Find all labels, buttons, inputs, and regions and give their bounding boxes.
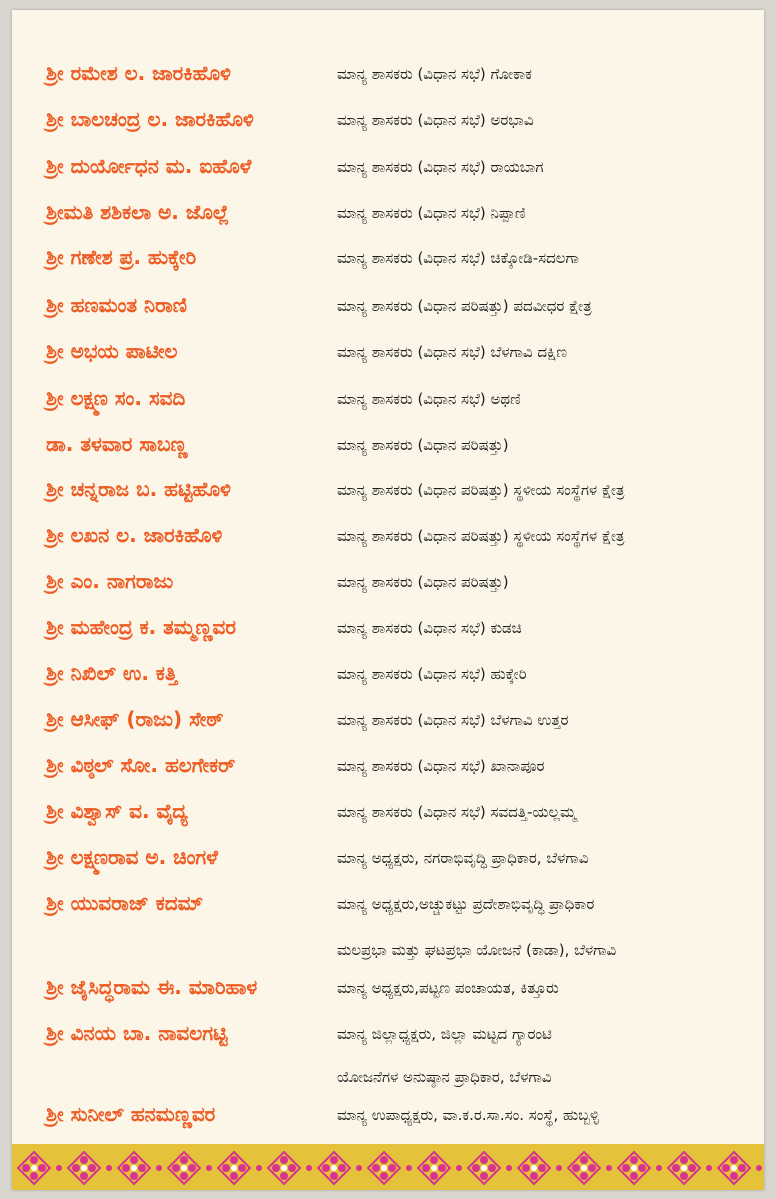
dignitary-designation: ಮಾನ್ಯ ಅಧ್ಯಕ್ಷರು,ಅಚ್ಚುಕಟ್ಟು ಪ್ರದೇಶಾಭಿವೃದ್ಧಿ ಪ್ರಾಧಿಕಾರ [337, 895, 595, 913]
dignitary-name: ಶ್ರೀಮತಿ ಶಶಿಕಲಾ ಅ. ಜೊಲ್ಲೆ [46, 200, 229, 224]
floral-pattern [12, 1144, 764, 1190]
flower-motif [568, 1152, 612, 1184]
dignitary-row [12, 657, 764, 697]
flower-motif [368, 1152, 412, 1184]
dignitary-designation: ಮಾನ್ಯ ಶಾಸಕರು (ವಿಧಾನ ಪರಿಷತ್ತು) ಸ್ಥಳೀಯ ಸಂಸ್ಥೆಗಳ ಕ್ಷೇತ್ರ [337, 527, 625, 545]
flower-motif [268, 1152, 312, 1184]
dignitary-designation: ಮಾನ್ಯ ಶಾಸಕರು (ವಿಧಾನ ಪರಿಷತ್ತು) [337, 573, 509, 591]
dignitary-name: ಶ್ರೀ ಬಾಲಚಂದ್ರ ಲ. ಜಾರಕಿಹೊಳಿ [46, 107, 254, 131]
dignitary-row [12, 57, 764, 97]
dignitary-name: ಶ್ರೀ ಆಸೀಫ್ (ರಾಜು) ಸೇಠ್ [46, 707, 224, 731]
dignitary-row [12, 289, 764, 329]
dignitary-name: ಶ್ರೀ ವಿಶ್ವಾಸ್ ವ. ವೈದ್ಯ [46, 799, 188, 823]
flower-motif [468, 1152, 512, 1184]
dignitary-row [12, 611, 764, 651]
dignitary-designation: ಮಾನ್ಯ ಶಾಸಕರು (ವಿಧಾನ ಸಭೆ) ಕುಡಚಿ [337, 619, 522, 637]
dignitary-row [12, 519, 764, 559]
flower-motif [618, 1152, 662, 1184]
dignitary-designation: ಮಾನ್ಯ ಶಾಸಕರು (ವಿಧಾನ ಪರಿಷತ್ತು) ಪದವೀಧರ ಕ್ಷೇತ್ರ [337, 297, 592, 315]
dignitary-name: ಶ್ರೀ ಎಂ. ನಾಗರಾಜು [46, 569, 174, 593]
dignitary-name: ಶ್ರೀ ವಿಠ್ಠಲ್ ಸೋ. ಹಲಗೇಕರ್ [46, 753, 236, 777]
flower-motif [218, 1152, 262, 1184]
dignitary-row [12, 887, 764, 927]
dignitary-designation: ಮಾನ್ಯ ಜಿಲ್ಲಾಧ್ಯಕ್ಷರು, ಜಿಲ್ಲಾ ಮಟ್ಟದ ಗ್ಯಾರಂಟಿ [337, 1025, 552, 1043]
dignitary-name: ಶ್ರೀ ಲಕ್ಷ್ಮಣರಾವ ಅ. ಚಿಂಗಳೆ [46, 845, 218, 869]
dignitary-name: ಶ್ರೀ ಸುನೀಲ್ ಹನಮಣ್ಣವರ [46, 1102, 216, 1126]
dignitary-designation: ಮಾನ್ಯ ಶಾಸಕರು (ವಿಧಾನ ಪರಿಷತ್ತು) [337, 436, 509, 454]
flower-motif [718, 1152, 762, 1184]
dignitary-row [12, 1098, 764, 1138]
flower-motif [668, 1152, 712, 1184]
dignitary-row [12, 335, 764, 375]
flower-motif [318, 1152, 362, 1184]
dignitary-row [12, 241, 764, 281]
dignitary-designation: ಮಾನ್ಯ ಶಾಸಕರು (ವಿಧಾನ ಸಭೆ) ನಿಪ್ಪಾಣಿ [337, 204, 526, 222]
dignitary-designation: ಮಾನ್ಯ ಶಾಸಕರು (ವಿಧಾನ ಸಭೆ) ಚಿಕ್ಕೋಡಿ-ಸದಲಗಾ [337, 249, 579, 267]
dignitary-designation: ಮಾನ್ಯ ಶಾಸಕರು (ವಿಧಾನ ಸಭೆ) ಬೆಳಗಾವಿ ದಕ್ಷಿಣ [337, 343, 568, 361]
dignitary-name: ಶ್ರೀ ನಿಖಿಲ್ ಉ. ಕತ್ತಿ [46, 661, 178, 685]
dignitary-designation: ಮಾನ್ಯ ಶಾಸಕರು (ವಿಧಾನ ಸಭೆ) ರಾಯಬಾಗ [337, 158, 544, 176]
dignitary-name: ಶ್ರೀ ಲಖನ ಲ. ಜಾರಕಿಹೊಳಿ [46, 523, 223, 547]
dignitary-row [12, 428, 764, 468]
dignitary-row [12, 196, 764, 236]
dignitary-name: ಡಾ. ತಳವಾರ ಸಾಬಣ್ಣ [46, 432, 188, 456]
dignitary-name: ಶ್ರೀ ಹಣಮಂತ ನಿರಾಣಿ [46, 293, 187, 317]
dignitary-row [12, 1017, 764, 1057]
dignitary-row [12, 473, 764, 513]
dignitary-designation-continued: ಯೋಜನೆಗಳ ಅನುಷ್ಠಾನ ಪ್ರಾಧಿಕಾರ, ಬೆಳಗಾವಿ [337, 1068, 552, 1086]
dignitary-designation: ಮಾನ್ಯ ಶಾಸಕರು (ವಿಧಾನ ಸಭೆ) ಖಾನಾಪೂರ [337, 757, 545, 775]
dignitary-designation: ಮಾನ್ಯ ಶಾಸಕರು (ವಿಧಾನ ಸಭೆ) ಅರಭಾವಿ [337, 111, 534, 129]
dignitary-name: ಶ್ರೀ ಮಹೇಂದ್ರ ಕ. ತಮ್ಮಣ್ಣವರ [46, 615, 236, 639]
dignitary-designation: ಮಾನ್ಯ ಶಾಸಕರು (ವಿಧಾನ ಪರಿಷತ್ತು) ಸ್ಥಳೀಯ ಸಂಸ್ಥೆಗಳ ಕ್ಷೇತ್ರ [337, 481, 625, 499]
dignitary-designation: ಮಾನ್ಯ ಉಪಾಧ್ಯಕ್ಷರು, ವಾ.ಕ.ರ.ಸಾ.ಸಂ. ಸಂಸ್ಥೆ, ಹುಬ್ಬಳ್ಳಿ [337, 1106, 600, 1124]
flower-motif [168, 1152, 212, 1184]
dignitary-row [12, 150, 764, 190]
invitation-page [12, 10, 764, 1190]
decorative-border [12, 1144, 764, 1190]
dignitary-row [12, 103, 764, 143]
dignitary-name: ಶ್ರೀ ಲಕ್ಷ್ಮಣ ಸಂ. ಸವದಿ [46, 386, 186, 410]
dignitary-row [12, 841, 764, 881]
dignitary-name: ಶ್ರೀ ಅಭಯ ಪಾಟೀಲ [46, 339, 178, 363]
dignitary-designation: ಮಾನ್ಯ ಶಾಸಕರು (ವಿಧಾನ ಸಭೆ) ಬೆಳಗಾವಿ ಉತ್ತರ [337, 711, 569, 729]
dignitary-row [12, 795, 764, 835]
dignitary-row [12, 703, 764, 743]
flower-motif [518, 1152, 562, 1184]
dignitary-row [12, 382, 764, 422]
flower-motif [418, 1152, 462, 1184]
dignitary-row [12, 749, 764, 789]
dignitary-designation: ಮಾನ್ಯ ಅಧ್ಯಕ್ಷರು,ಪಟ್ಟಣ ಪಂಚಾಯತ, ಕಿತ್ತೂರು [337, 979, 559, 997]
dignitary-name: ಶ್ರೀ ಚನ್ನರಾಜ ಬ. ಹಟ್ಟಿಹೊಳಿ [46, 477, 231, 501]
dignitary-designation: ಮಾನ್ಯ ಅಧ್ಯಕ್ಷರು, ನಗರಾಭಿವೃದ್ಧಿ ಪ್ರಾಧಿಕಾರ, ಬೆಳಗಾವಿ [337, 849, 589, 867]
dignitary-designation-continued: ಮಲಪ್ರಭಾ ಮತ್ತು ಘಟಪ್ರಭಾ ಯೋಜನೆ (ಕಾಡಾ), ಬೆಳಗಾವಿ [337, 941, 617, 959]
dignitary-row [12, 971, 764, 1011]
dignitary-name: ಶ್ರೀ ದುರ್ಯೋಧನ ಮ. ಐಹೊಳೆ [46, 154, 252, 178]
dignitary-designation: ಮಾನ್ಯ ಶಾಸಕರು (ವಿಧಾನ ಸಭೆ) ಅಥಣಿ [337, 390, 521, 408]
flower-motif [118, 1152, 162, 1184]
flower-motif [18, 1152, 62, 1184]
dignitary-designation: ಮಾನ್ಯ ಶಾಸಕರು (ವಿಧಾನ ಸಭೆ) ಗೋಕಾಕ [337, 65, 532, 83]
dignitary-name: ಶ್ರೀ ಯುವರಾಜ್ ಕದಮ್ [46, 891, 204, 915]
dignitary-designation: ಮಾನ್ಯ ಶಾಸಕರು (ವಿಧಾನ ಸಭೆ) ಸವದತ್ತಿ-ಯಲ್ಲಮ್ಮ [337, 803, 577, 821]
dignitary-designation: ಮಾನ್ಯ ಶಾಸಕರು (ವಿಧಾನ ಸಭೆ) ಹುಕ್ಕೇರಿ [337, 665, 527, 683]
dignitary-name: ಶ್ರೀ ಗಣೇಶ ಪ್ರ. ಹುಕ್ಕೇರಿ [46, 245, 197, 269]
dignitary-name: ಶ್ರೀ ಜೈಸಿದ್ಧರಾಮ ಈ. ಮಾರಿಹಾಳ [46, 975, 258, 999]
dignitary-name: ಶ್ರೀ ವಿನಯ ಬಾ. ನಾವಲಗಟ್ಟಿ [46, 1021, 228, 1045]
dignitary-name: ಶ್ರೀ ರಮೇಶ ಲ. ಜಾರಕಿಹೊಳಿ [46, 61, 231, 85]
flower-motif [68, 1152, 112, 1184]
dignitary-row [12, 565, 764, 605]
